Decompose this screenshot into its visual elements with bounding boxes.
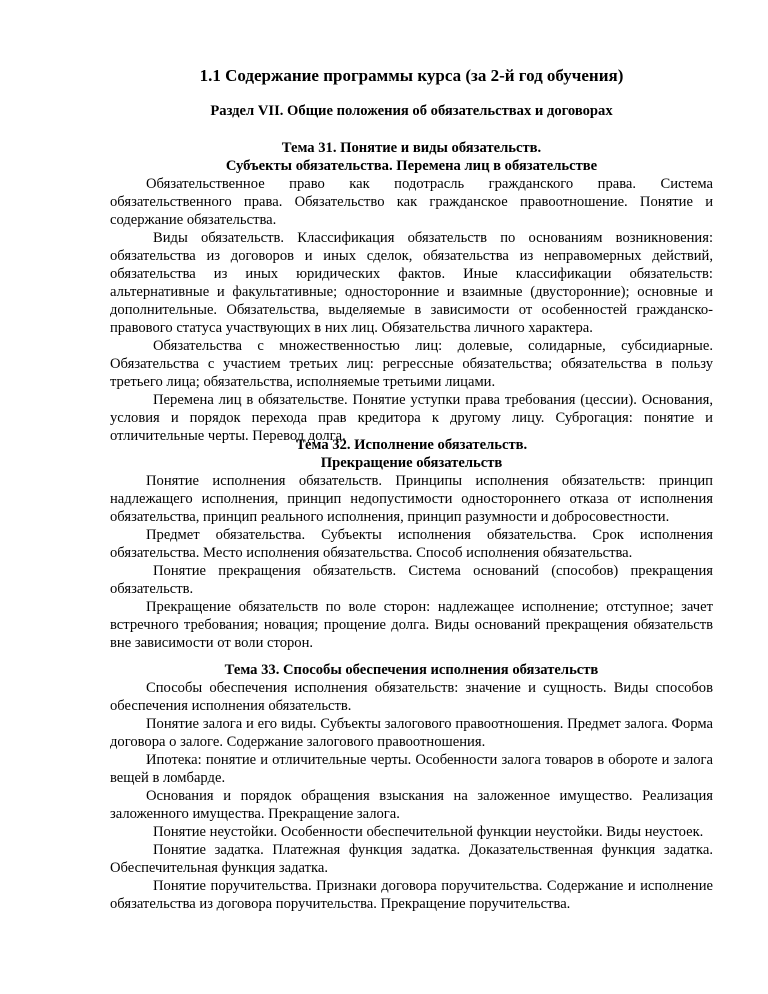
paragraph: Виды обязательств. Классификация обязательств по основаниям возникновения: обязательства из договоров и иных сделок, обязательства из неправомерных действий, обязательства из иных юридических фактов. Иные классификации обязательств: альтернативные и факультативные; односторонние и взаимные (двусторонние); основные и дополнительные. Обязательства, выделяемые в зависимости от особенностей гражданско-правового статуса участвующих в них лиц. Обязательства личного характера. — [110, 230, 713, 336]
paragraph: Понятие прекращения обязательств. Система оснований (способов) прекращения обязательств. — [110, 563, 713, 597]
topic-heading — [110, 661, 713, 679]
document-title: 1.1 Содержание программы курса (за 2-й год обучения) — [199, 66, 624, 85]
topic-heading-line: Прекращение обязательств — [320, 455, 503, 471]
topic-heading-line: Тема 33. Способы обеспечения исполнения обязательств — [224, 662, 599, 678]
paragraph: Понятие поручительства. Признаки договора поручительства. Содержание и исполнение обязательства из договора поручительства. Прекращение поручительства. — [110, 878, 713, 912]
paragraph: Обязательственное право как подотрасль гражданского права. Система обязательственного права. Обязательство как гражданское правоотношение. Понятие и содержание обязательства. — [110, 176, 713, 228]
topic-heading-line: Тема 31. Понятие и виды обязательств. — [281, 140, 542, 156]
paragraph: Понятие исполнения обязательств. Принципы исполнения обязательств: принцип надлежащего исполнения, принцип недопустимости одностороннего отказа от исполнения обязательства, принцип реального исполнения, принцип разумности и добросовестности. — [110, 473, 713, 525]
paragraph: Способы обеспечения исполнения обязательств: значение и сущность. Виды способов обеспечения исполнения обязательств. — [110, 680, 713, 714]
topic-heading-line: Тема 32. Исполнение обязательств. — [295, 437, 528, 453]
paragraph: Перемена лиц в обязательстве. Понятие уступки права требования (цессии). Основания, условия и порядок перехода прав кредитора к другому лицу. Суброгация: понятие и отличительные черты. Перевод долга. — [110, 392, 713, 444]
section-title: Раздел VII. Общие положения об обязательствах и договорах — [210, 103, 613, 119]
topic-32 — [110, 436, 713, 652]
paragraph: Предмет обязательства. Субъекты исполнения обязательства. Срок исполнения обязательства. Место исполнения обязательства. Способ исполнения обязательства. — [110, 527, 713, 561]
paragraph: Основания и порядок обращения взыскания на заложенное имущество. Реализация заложенного имущества. Прекращение залога. — [110, 788, 713, 822]
paragraph: Понятие залога и его виды. Субъекты залогового правоотношения. Предмет залога. Форма договора о залоге. Содержание залогового правоотношения. — [110, 716, 713, 750]
topic-31 — [110, 139, 713, 445]
paragraph: Понятие неустойки. Особенности обеспечительной функции неустойки. Виды неустоек. — [153, 824, 704, 840]
paragraph: Прекращение обязательств по воле сторон: надлежащее исполнение; отступное; зачет встречного требования; новация; прощение долга. Виды оснований прекращения обязательств вне зависимости от воли сторон. — [110, 599, 713, 651]
paragraph: Обязательства с множественностью лиц: долевые, солидарные, субсидиарные. Обязательства с участием третьих лиц: регрессные обязательства; обязательства в пользу третьего лица; обязательства, исполняемые третьими лицами. — [110, 338, 713, 390]
paragraph: Ипотека: понятие и отличительные черты. Особенности залога товаров в обороте и залога вещей в ломбарде. — [110, 752, 713, 786]
topic-33 — [110, 661, 713, 913]
topic-heading — [110, 139, 713, 175]
topic-heading — [110, 436, 713, 472]
topic-heading-line: Субъекты обязательства. Перемена лиц в обязательстве — [225, 158, 598, 174]
paragraph: Понятие задатка. Платежная функция задатка. Доказательственная функция задатка. Обеспечительная функция задатка. — [110, 842, 713, 876]
